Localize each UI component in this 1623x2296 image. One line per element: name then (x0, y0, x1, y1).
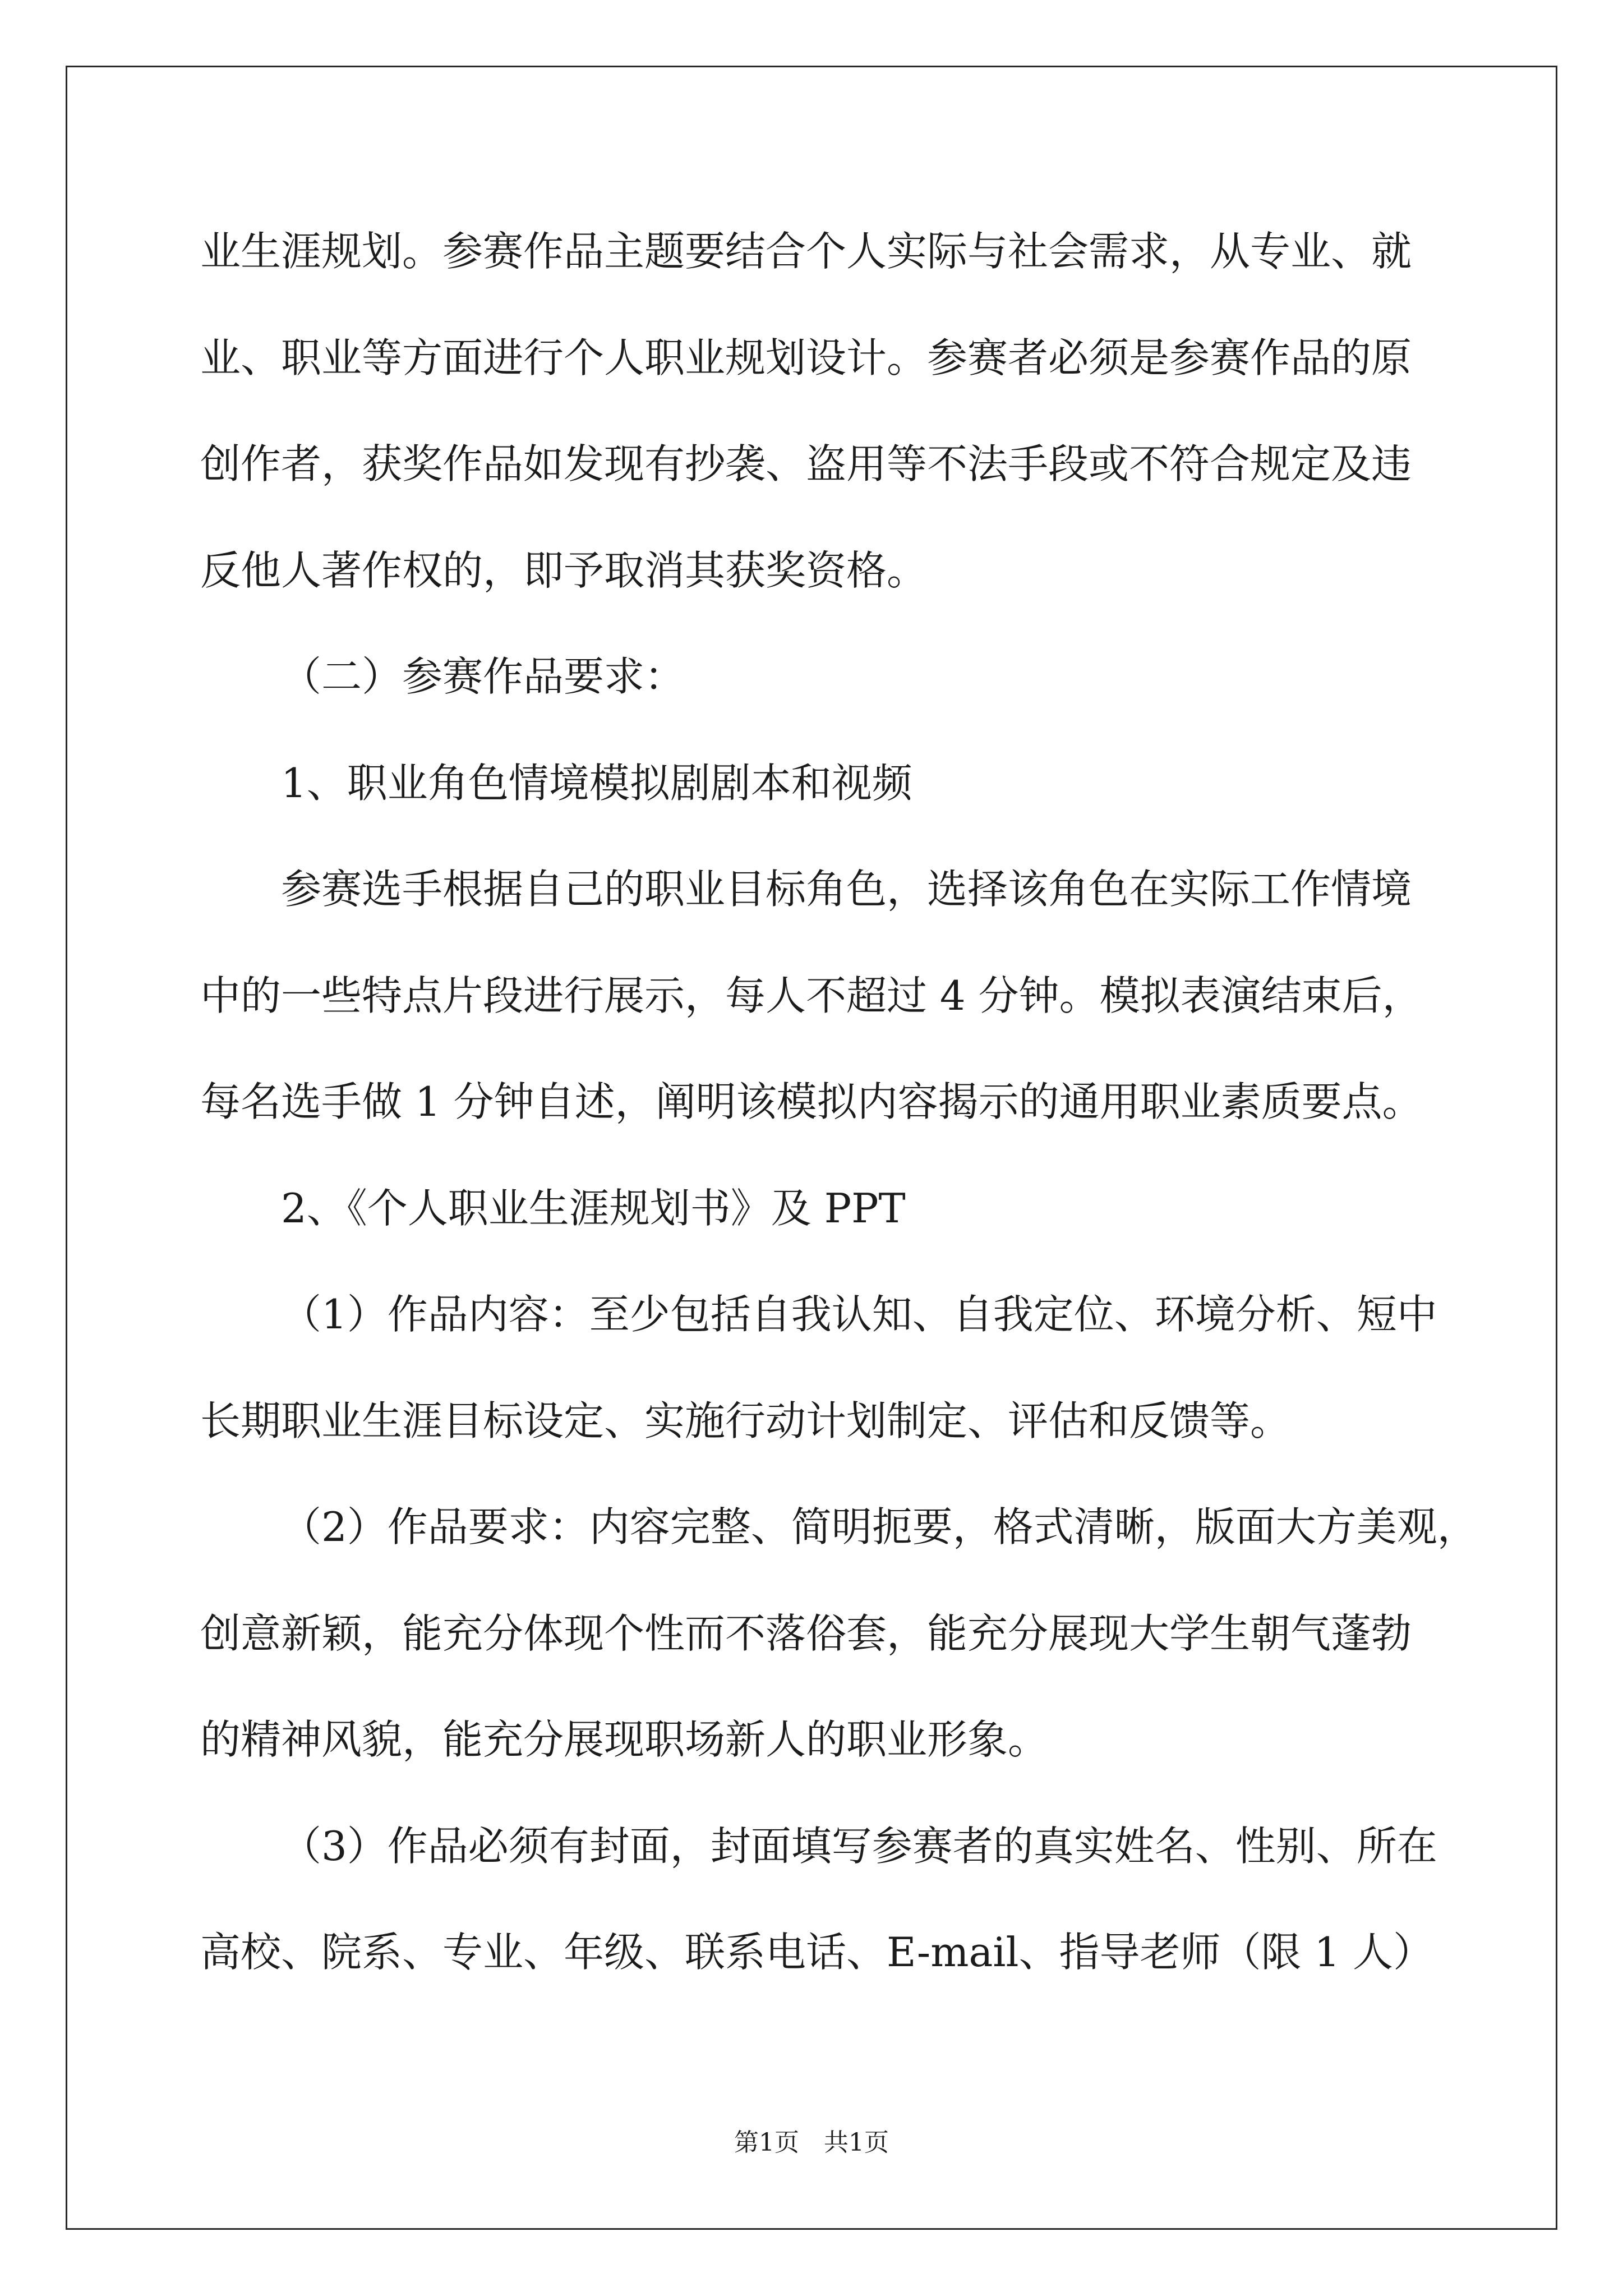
text-line: 中的一些特点片段进行展示，每人不超过 4 分钟。模拟表演结束后， (200, 972, 1423, 1019)
text-line: 长期职业生涯目标设定、实施行动计划制定、评估和反馈等。 (200, 1397, 1291, 1444)
text-line: 每名选手做 1 分钟自述，阐明该模拟内容揭示的通用职业素质要点。 (200, 1078, 1423, 1125)
section-heading: （二）参赛作品要求： (281, 653, 685, 700)
text-line: 业、职业等方面进行个人职业规划设计。参赛者必须是参赛作品的原 (200, 334, 1412, 381)
text-line: （3）作品必须有封面，封面填写参赛者的真实姓名、性别、所在 (281, 1822, 1437, 1870)
text-line: 高校、院系、专业、年级、联系电话、E-mail、指导老师（限 1 人） (200, 1929, 1434, 1976)
page-footer: 第1页 共1页 (734, 2128, 889, 2157)
text-line: （1）作品内容：至少包括自我认知、自我定位、环境分析、短中 (281, 1291, 1437, 1338)
text-line: 参赛选手根据自己的职业目标角色，选择该角色在实际工作情境 (281, 866, 1412, 913)
text-line: 业生涯规划。参赛作品主题要结合个人实际与社会需求，从专业、就 (200, 228, 1412, 275)
subsection-heading: 2、《个人职业生涯规划书》及 PPT (281, 1184, 906, 1232)
text-line: 的精神风貌，能充分展现职场新人的职业形象。 (200, 1716, 1049, 1763)
body-text (200, 199, 1546, 2006)
text-line: 创意新颖，能充分体现个性而不落俗套，能充分展现大学生朝气蓬勃 (200, 1609, 1412, 1657)
text-line: 创作者，获奖作品如发现有抄袭、盗用等不法手段或不符合规定及违 (200, 440, 1412, 487)
subsection-heading: 1、职业角色情境模拟剧剧本和视频 (281, 759, 912, 807)
text-line: 反他人著作权的，即予取消其获奖资格。 (200, 546, 928, 594)
text-line: （2）作品要求：内容完整、简明扼要，格式清晰，版面大方美观， (281, 1503, 1478, 1550)
